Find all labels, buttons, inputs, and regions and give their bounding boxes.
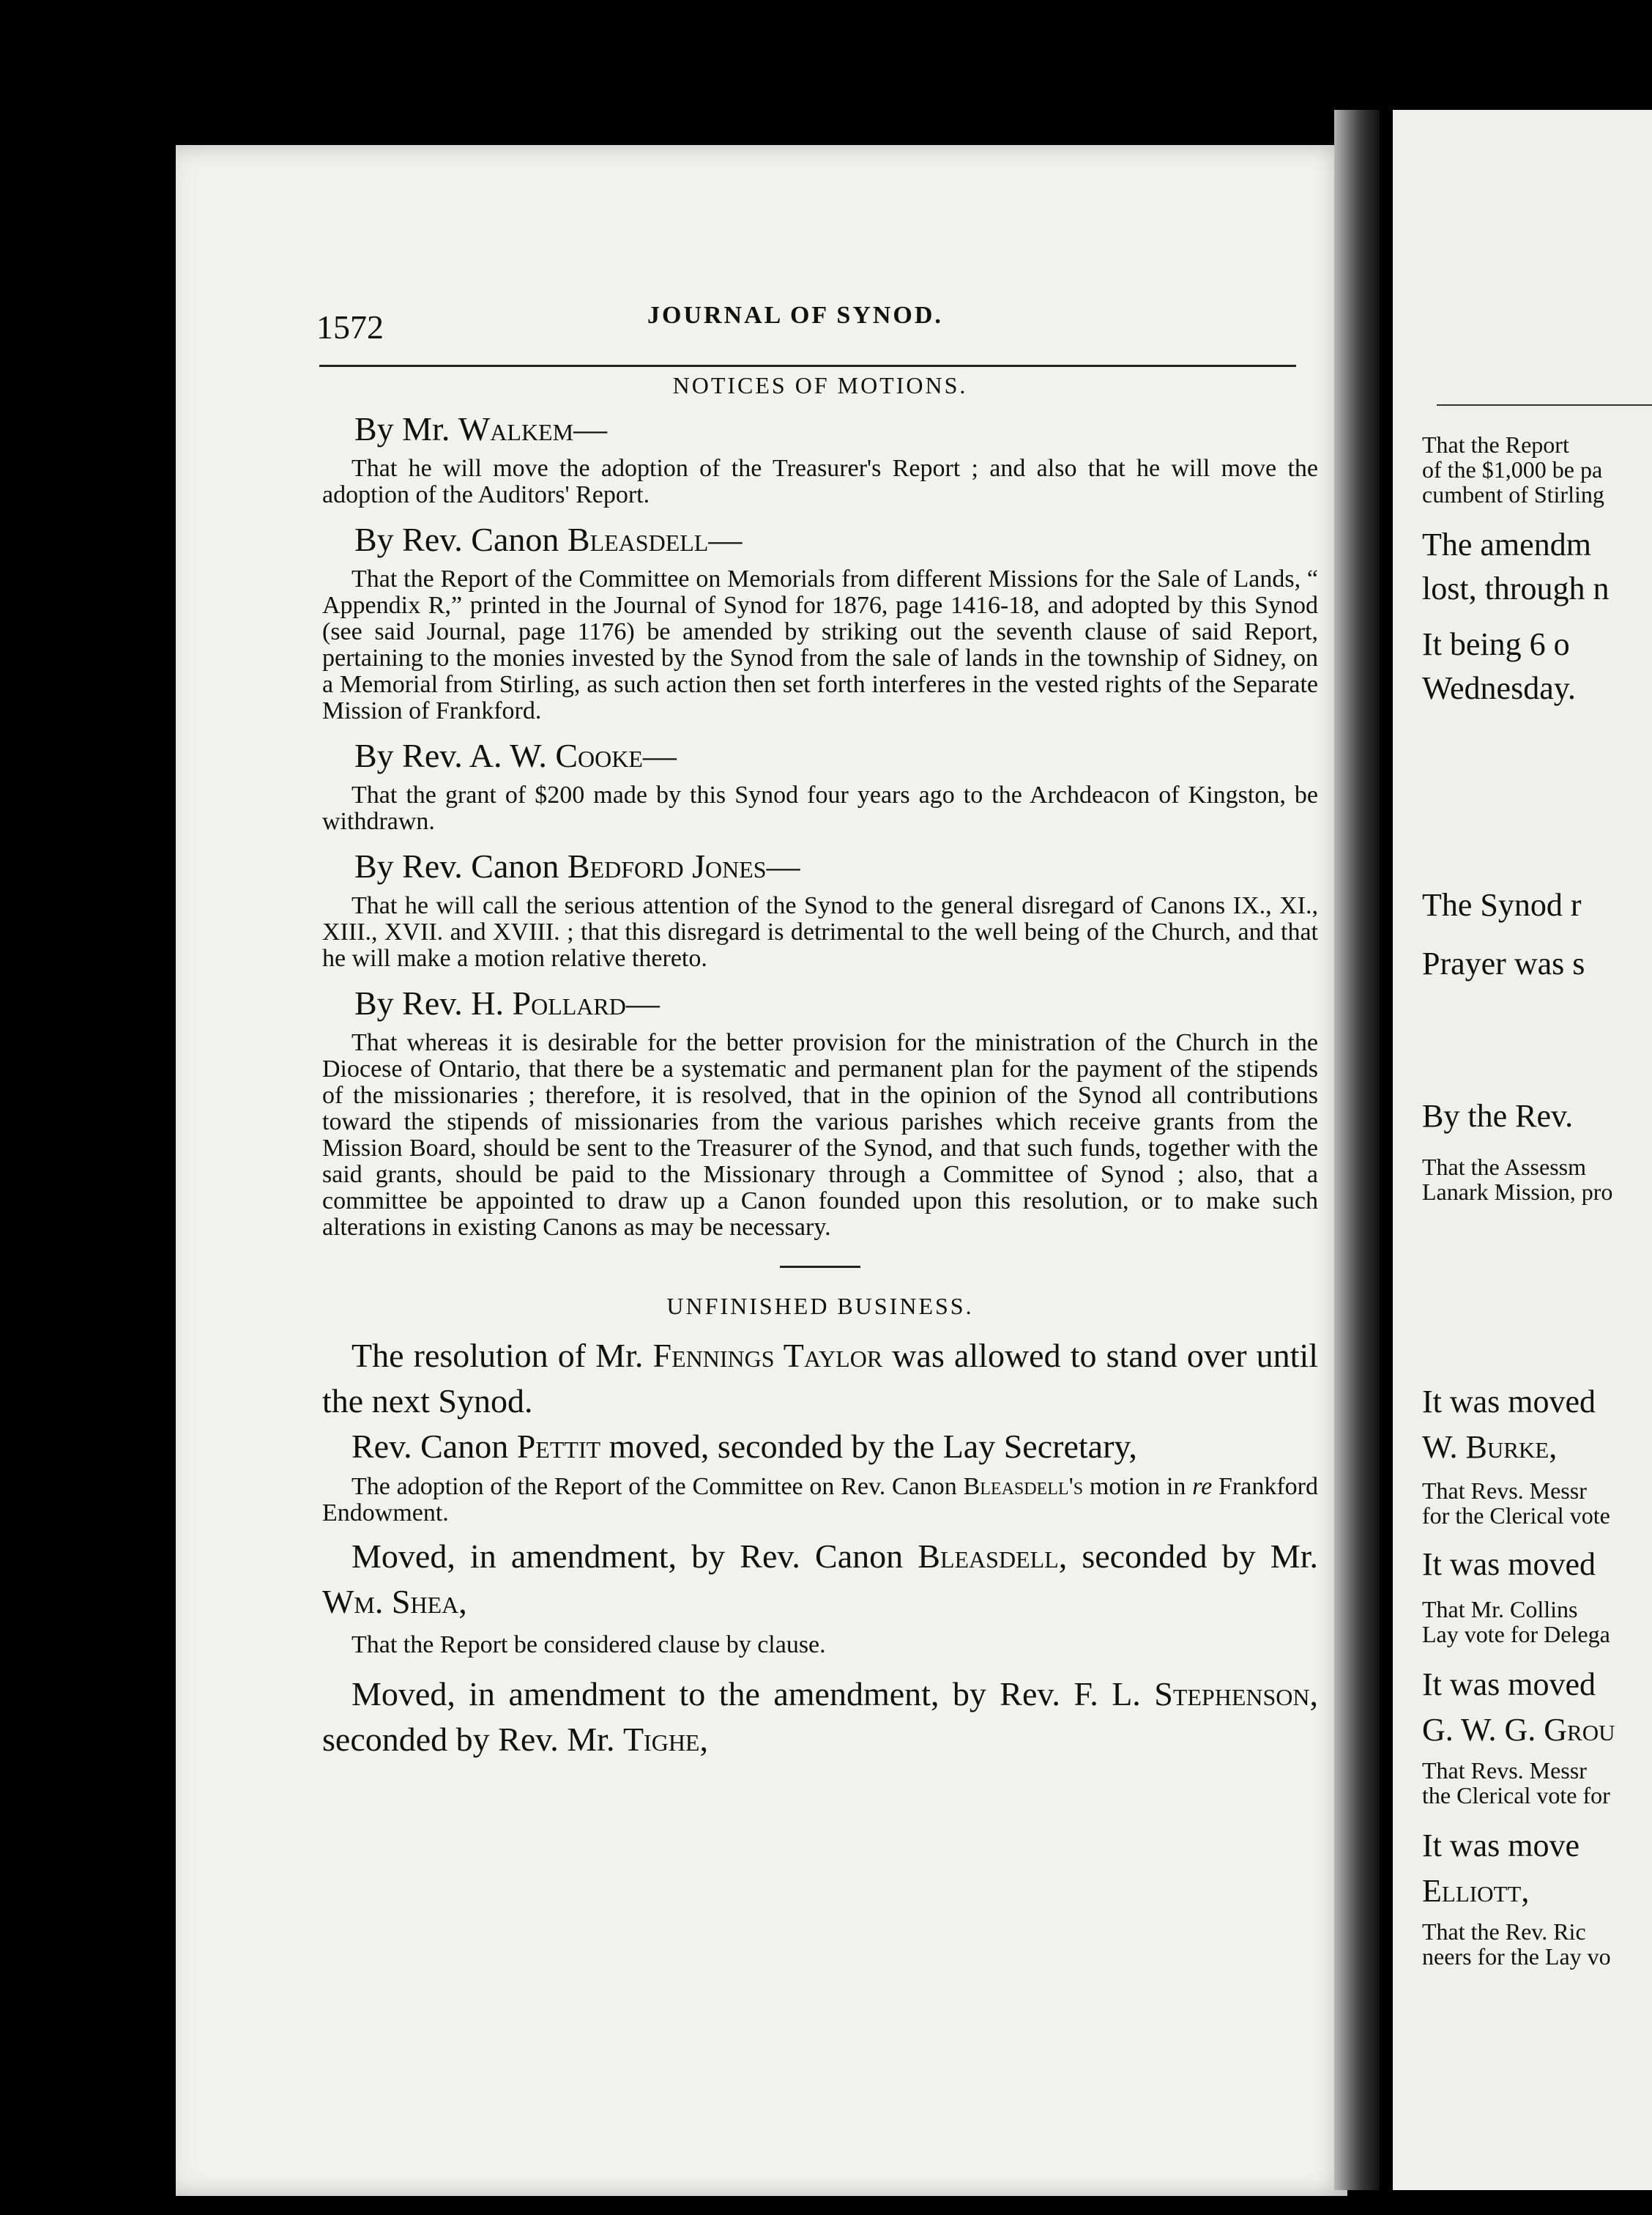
person-name: Tighe	[622, 1721, 700, 1758]
header-rule	[319, 365, 1296, 367]
right-page-line: That Mr. Collins	[1422, 1596, 1578, 1622]
page-number: 1572	[316, 308, 384, 346]
text-run: motion in	[1083, 1473, 1193, 1500]
right-page-line: It was moved	[1422, 1666, 1596, 1702]
right-page-line: It was moved	[1422, 1384, 1596, 1420]
text-run: Frankford Endowment.	[322, 1473, 1318, 1526]
person-name: Bleasdell	[918, 1537, 1059, 1575]
person-name: Bedford Jones	[567, 847, 767, 885]
right-page-line: That Revs. Messr	[1422, 1757, 1587, 1784]
right-page-line: It was moved	[1422, 1546, 1596, 1582]
person-name: Pettit	[516, 1428, 601, 1465]
right-page-line: cumbent of Stirling	[1422, 481, 1604, 508]
right-page-line: for the Clerical vote	[1422, 1502, 1610, 1529]
motion-mover	[322, 984, 1318, 1023]
right-page-line: neers for the Lay vo	[1422, 1943, 1611, 1970]
notices-section	[322, 372, 1318, 1762]
right-page-line: Lay vote for Delega	[1422, 1621, 1610, 1647]
right-page-line: That the Assessm	[1422, 1154, 1586, 1180]
right-page	[1393, 110, 1652, 2190]
right-page-line: It was move	[1422, 1828, 1580, 1863]
right-page-line: Lanark Mission, pro	[1422, 1179, 1613, 1205]
text-run: was allowed to stand over until the next Synod.	[322, 1337, 1319, 1420]
right-page-line: W. Burke,	[1422, 1429, 1558, 1465]
person-name: Wm. Shea	[322, 1583, 459, 1620]
section-separator	[780, 1266, 860, 1268]
right-page-rule	[1437, 404, 1652, 406]
unfinished-paragraph-5: That the Report be considered clause by clause.	[351, 1631, 826, 1658]
text-run: , seconded by Rev. Mr.	[322, 1675, 1318, 1758]
motion-mover	[322, 520, 1318, 559]
person-name: Fennings Taylor	[652, 1337, 883, 1374]
right-page-line: the Clerical vote for	[1422, 1782, 1610, 1808]
right-page-line: The amendm	[1422, 527, 1591, 563]
text-run: By Rev. A. W.	[354, 737, 556, 774]
person-name: Bleasdell's	[963, 1473, 1084, 1500]
motion-text: That whereas it is desirable for the better provision for the ministration of the Church in the Diocese of Ontario, that there be a systematic and permanent plan for the payment of the stipends of the missionaries ; therefore, it is resolved, that in the opinion of the Synod all contributions toward the stipends of missionaries from the various parishes which receive grants from the Mission Board, should be sent to the Treasurer of the Synod, and that such funds, together with the said grants, should be paid to the Missionary through a Committee of Synod ; also, that a committee be appointed to draw up a Canon founded upon this resolution, or to make such alterations in existing Canons as may be necessary.	[322, 1029, 1318, 1241]
person-name: Pollard	[512, 984, 626, 1022]
right-page-line: Wednesday.	[1422, 670, 1576, 706]
text-run: Moved, in amendment, by Rev. Canon	[351, 1537, 918, 1575]
motion-text: That he will move the adoption of the Treasurer's Report ; and also that he will move the adoption of the Auditors' Report.	[322, 455, 1318, 508]
text-run: moved, seconded by the Lay Secretary,	[600, 1428, 1137, 1465]
right-page-line: lost, through n	[1422, 571, 1610, 606]
text-run: By Rev. H.	[354, 984, 513, 1022]
unfinished-paragraph-3	[322, 1474, 1318, 1526]
right-page-line: That the Report	[1422, 431, 1569, 458]
text-run: By Rev. Canon	[354, 847, 568, 885]
motion-mover	[322, 736, 1318, 775]
right-page-line: By the Rev.	[1422, 1098, 1574, 1134]
text-run: By Rev. Canon	[354, 521, 568, 558]
right-page-line: G. W. G. Grou	[1422, 1712, 1615, 1748]
right-page-line: It being 6 o	[1422, 626, 1570, 662]
text-run: —	[642, 737, 677, 774]
unfinished-paragraph-2	[322, 1424, 1318, 1469]
notices-heading: NOTICES OF MOTIONS.	[672, 372, 968, 398]
text-run: The resolution of Mr.	[351, 1337, 653, 1374]
right-page-line: of the $1,000 be pa	[1422, 456, 1603, 483]
text-run: —	[766, 847, 800, 885]
unfinished-paragraph-1	[322, 1333, 1318, 1424]
running-head: JOURNAL OF SYNOD.	[647, 302, 943, 329]
right-page-line: Prayer was s	[1422, 946, 1585, 982]
book-gutter	[1334, 110, 1380, 2190]
motion-text: That the grant of $200 made by this Synod four years ago to the Archdeacon of Kingston, be withdrawn.	[322, 782, 1318, 835]
text-run: , seconded by Mr.	[1058, 1537, 1318, 1575]
text-run: ,	[458, 1583, 467, 1620]
motions-list	[322, 409, 1318, 1241]
motion-mover	[322, 409, 1318, 448]
latin-term: re	[1192, 1473, 1213, 1500]
text-run: —	[573, 410, 608, 448]
unfinished-paragraph-4	[322, 1534, 1318, 1625]
motion-text: That the Report of the Committee on Memorials from different Missions for the Sale of Lands, “ Appendix R,” printed in the Journal of Synod for 1876, page 1416-18, and adopted by this Synod (see said Journal, page 1176) be amended by striking out the seventh clause of said Report, pertaining to the monies invested by the Synod from the sale of lands in the township of Sidney, on a Memorial from Stirling, as such action then set forth interferes in the vested rights of the Separate Mission of Frankford.	[322, 565, 1318, 724]
right-page-line: Elliott,	[1422, 1873, 1530, 1909]
text-run: The adoption of the Report of the Committee on Rev. Canon	[351, 1473, 964, 1500]
right-page-line: That Revs. Messr	[1422, 1477, 1587, 1504]
unfinished-paragraph-6	[322, 1672, 1318, 1762]
motion-mover	[322, 847, 1318, 886]
unfinished-heading: UNFINISHED BUSINESS.	[666, 1293, 974, 1319]
person-name: Walkem	[458, 410, 574, 448]
text-run: —	[708, 521, 743, 558]
text-run: Moved, in amendment to the amendment, by Rev. F. L.	[351, 1675, 1155, 1713]
text-run: —	[625, 984, 660, 1022]
person-name: Bleasdell	[567, 521, 709, 558]
motion-text: That he will call the serious attention of the Synod to the general disregard of Canons IX., XI., XIII., XVII. and XVIII. ; that this disregard is detrimental to the well being of the Church, and that he will make a motion relative thereto.	[322, 892, 1318, 972]
text-run: ,	[699, 1721, 708, 1758]
person-name: Stephenson	[1154, 1675, 1310, 1713]
right-page-line: That the Rev. Ric	[1422, 1918, 1586, 1945]
text-run: By Mr.	[354, 410, 458, 448]
person-name: Cooke	[555, 737, 643, 774]
text-run: Rev. Canon	[351, 1428, 517, 1465]
right-page-line: The Synod r	[1422, 887, 1582, 923]
